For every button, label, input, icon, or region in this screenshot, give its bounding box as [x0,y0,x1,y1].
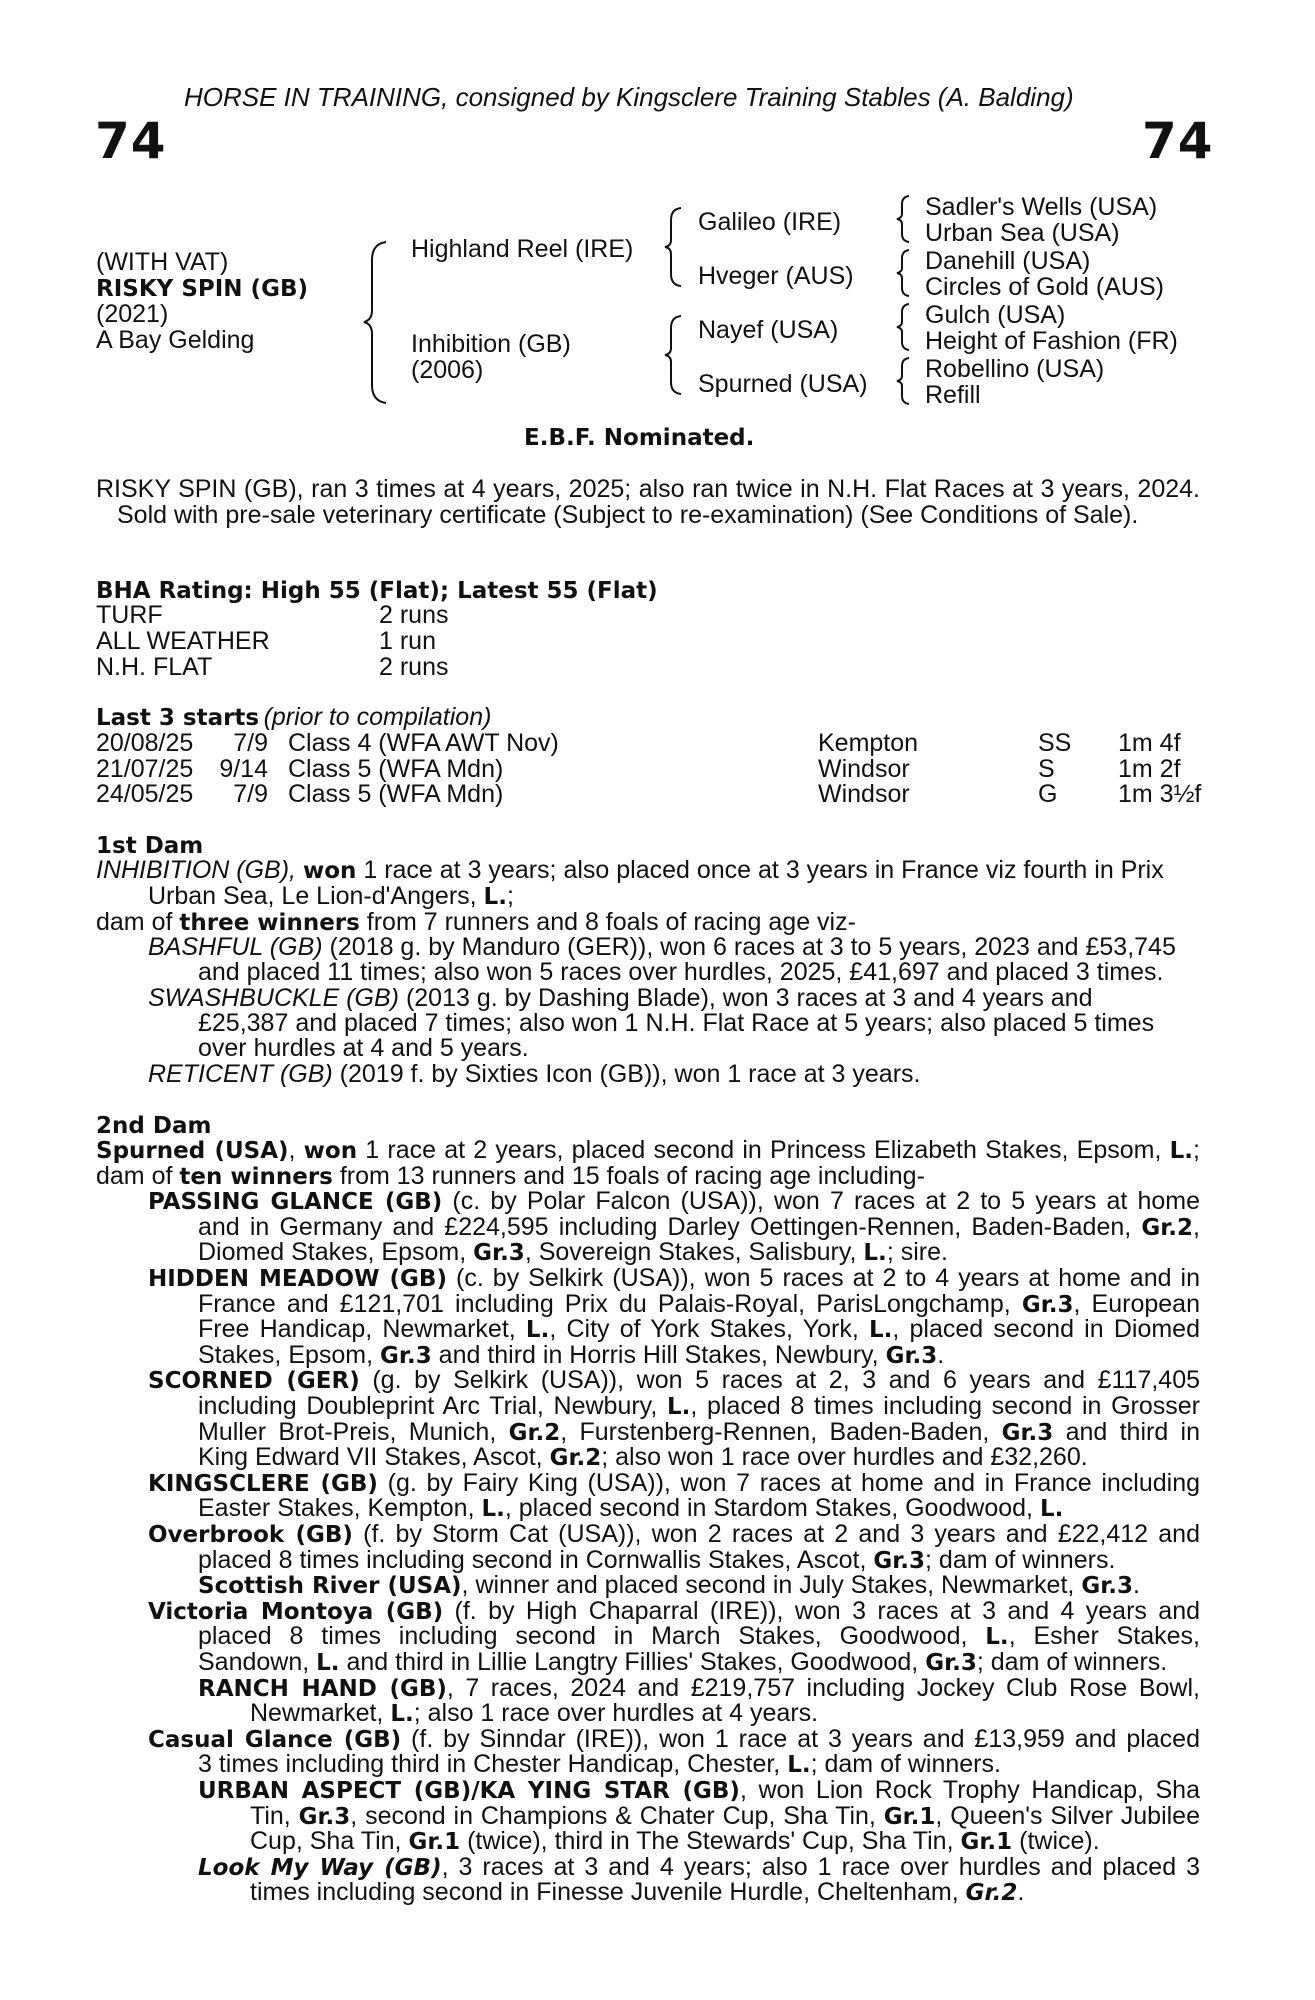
body-text: ; also 1 race over hurdles at 4 years. [413,1699,819,1728]
second-dam-line [148,1266,1200,1292]
body-text: , 3 races at 3 and 4 years; also 1 race over hurdles and placed 3 [441,1854,1200,1881]
last-starts-title: Last 3 starts [96,705,260,731]
emphasis-text: Gr.2 [1141,1214,1194,1241]
pedigree-g1: Sadler's Wells (USA) [925,193,1158,221]
ebf-nominated: E.B.F. Nominated. [524,425,755,451]
body-text: , European [1073,1291,1200,1318]
pedigree-brace-main [364,240,394,405]
last-starts-note: (prior to compilation) [263,703,492,731]
second-dam-line [96,1161,925,1191]
emphasis-text: L. [481,1496,505,1523]
progeny-text: £25,387 and placed 7 times; also won 1 N.H. Flat Race at 5 years; also placed 5 times [198,1009,1155,1037]
body-text: France and £121,701 including Prix du Palais-Royal, ParisLongchamp, [198,1291,1022,1318]
second-dam-line [198,1340,945,1370]
dam-name: INHIBITION (GB), [96,856,296,884]
horse-description: A Bay Gelding [96,326,255,354]
vat-label: (WITH VAT) [96,248,229,276]
emphasis-text: L. [863,1240,887,1267]
pedigree-g5: Gulch (USA) [925,301,1066,329]
body-text: ; [1193,1138,1200,1164]
emphasis-text: Gr.1 [408,1829,461,1856]
rating-surface: ALL WEATHER [96,627,270,655]
start-race: Class 4 (WFA AWT Nov) [288,729,559,757]
body-text: dam of [96,1161,180,1190]
pedigree-g7: Robellino (USA) [925,355,1105,383]
second-dam-line [198,1573,1140,1600]
lot-number-right: 74 [1142,112,1214,170]
second-dam-heading: 2nd Dam [96,1113,212,1139]
pedigree-g4: Circles of Gold (AUS) [925,273,1164,301]
second-dam-line [198,1752,1001,1779]
emphasis-text: Gr.3 [473,1240,525,1267]
horse-name: RISKY SPIN (GB) [96,276,308,302]
second-dam-line [148,1522,1200,1548]
emphasis-text: Casual Glance (GB) [148,1726,402,1753]
emphasis-text: Gr.2 [965,1880,1018,1907]
start-date: 21/07/25 [96,754,194,783]
second-dam-line [198,1676,1200,1702]
body-text: , placed 8 times including second in Grosser [690,1394,1200,1420]
second-dam-line [198,1292,1200,1318]
body-text: (f. by High Chaparral (IRE)), won 3 races at 3 and 4 years and [443,1598,1200,1625]
emphasis-text: L. [390,1701,414,1728]
second-dam-line [96,1138,1200,1164]
progeny-text: (2013 g. by Dashing Blade), won 3 races at 3 and 4 years and [405,984,1093,1012]
listed-label: L. [483,884,507,910]
last-starts-heading [96,705,491,731]
second-dam-line [198,1624,1200,1650]
pedigree-brace-g1 [896,194,912,244]
body-text: times including second in Finesse Juvenile Hurdle, Cheltenham, [250,1878,966,1907]
body-text: (g. by Fairy King (USA)), won 7 races at home and in France including [377,1470,1200,1497]
body-text: , [1193,1214,1200,1241]
body-text: and third in [1053,1419,1200,1446]
emphasis-text: L. [787,1752,811,1779]
emphasis-text: Look My Way (GB) [198,1854,442,1881]
body-text: , City of York Stakes, York, [549,1317,869,1344]
emphasis-text: ten winners [179,1163,333,1190]
pedigree-brace-dam [665,314,685,396]
body-text: . [1133,1571,1140,1600]
start-course: Windsor [818,780,910,808]
pedigree-brace-g4 [896,356,912,406]
emphasis-text: SCORNED (GER) [148,1368,360,1395]
progeny-name: BASHFUL (GB) [148,933,323,961]
body-text: , Queen's Silver Jubilee [935,1803,1200,1830]
body-text: , [288,1138,304,1164]
foaling-year: (2021) [96,300,169,328]
emphasis-text: Victoria Montoya (GB) [148,1598,444,1625]
progeny-name: SWASHBUCKLE (GB) [148,984,399,1012]
second-dam-line [250,1804,1200,1830]
emphasis-text: URBAN ASPECT (GB)/KA YING STAR (GB) [198,1778,740,1804]
rating-runs: 2 runs [379,653,449,681]
emphasis-text: Gr.3 [380,1342,432,1369]
body-text: (twice), third in The Stewards' Cup, Sha Tin, [460,1827,961,1856]
start-date: 24/05/25 [96,780,194,808]
body-text: Newmarket, [250,1699,391,1728]
dam-text: Urban Sea, Le Lion-d'Angers, [148,882,477,910]
progeny-swashbuckle-2 [198,1011,1154,1037]
second-dam-line [148,1471,1200,1497]
body-text: Muller Brot-Preis, Munich, [198,1419,509,1446]
progeny-name: RETICENT (GB) [148,1060,333,1088]
second-dam-line [250,1880,1024,1907]
summary-text: RISKY SPIN (GB), ran 3 times at 4 years, 2025; also ran twice in N.H. Flat Races at 3 years, 2024. Sold with pre-sale veterinary certificate (Subject to re-examination) (See Conditions of Sale). [96,475,1200,529]
emphasis-text: Gr.1 [883,1803,936,1830]
start-course: Kempton [818,729,919,757]
second-dam-line [198,1394,1200,1420]
pedigree-sire-dam: Hveger (AUS) [698,262,854,290]
body-text: Diomed Stakes, Epsom, [198,1238,474,1267]
body-text: (twice). [1012,1827,1100,1856]
start-race: Class 5 (WFA Mdn) [288,754,504,783]
emphasis-text: L. [1039,1496,1064,1523]
pedigree-brace-g2 [896,248,912,298]
body-text: (c. by Polar Falcon (USA)), won 7 races at 2 to 5 years at home [442,1189,1200,1216]
emphasis-text: Gr.3 [873,1547,926,1574]
body-text: , winner and placed second in July Stakes, Newmarket, [461,1571,1082,1600]
body-text: (g. by Selkirk (USA)), won 5 races at 2, 3 and 6 years and £117,405 [359,1368,1200,1395]
pedigree-brace-g3 [896,302,912,352]
second-dam-line [148,1189,1200,1215]
emphasis-text: Gr.3 [925,1650,977,1676]
emphasis-text: L. [666,1394,691,1420]
page-header: HORSE IN TRAINING, consigned by Kingsclere Training Stables (A. Balding) [184,82,1074,112]
body-text: , 7 races, 2024 and £219,757 including Jockey Club Rose Bowl, [446,1675,1200,1702]
start-pos: 7/9 [233,729,268,757]
winners-label: three winners [179,910,360,936]
pedigree-dam: Inhibition (GB) [411,330,571,358]
body-text: placed 8 times including second in March Stakes, Goodwood, [198,1624,986,1651]
emphasis-text: L. [1169,1138,1194,1164]
body-text: Easter Stakes, Kempton, [198,1494,482,1523]
body-text: . [937,1340,945,1369]
dam-text: 1 race at 3 years; also placed once at 3 years in France viz fourth in Prix [363,856,1164,884]
second-dam-line [250,1829,1100,1856]
body-text: Sandown, [198,1648,317,1676]
pedigree-g3: Danehill (USA) [925,247,1091,275]
start-dist: 1m 3½f [1118,780,1202,808]
emphasis-text: won [303,1138,358,1164]
body-text: from 13 runners and 15 foals of racing age including- [332,1161,925,1190]
emphasis-text: L. [985,1624,1009,1651]
emphasis-text: Gr.1 [960,1829,1013,1856]
pedigree-dam-sire: Nayef (USA) [698,316,839,344]
progeny-text: and placed 11 times; also won 5 races over hurdles, 2025, £41,697 and placed 3 times. [198,958,1164,986]
second-dam-line [198,1420,1200,1446]
start-date: 20/08/25 [96,729,194,757]
body-text: Stakes, Epsom, [198,1340,381,1369]
pedigree-dam-dam: Spurned (USA) [698,370,868,398]
rating-runs: 1 run [379,627,436,655]
bha-rating-heading: BHA Rating: High 55 (Flat); Latest 55 (Flat) [96,578,658,604]
dam-text: from 7 runners and 8 foals of racing age viz- [366,908,856,936]
pedigree-sire: Highland Reel (IRE) [411,235,634,263]
body-text: ; dam of winners. [976,1648,1168,1676]
start-going: G [1038,780,1058,808]
body-text: , won Lion Rock Trophy Handicap, Sha [739,1778,1200,1804]
start-going: SS [1038,729,1072,757]
second-dam-line [198,1855,1200,1881]
body-text: and in Germany and £224,595 including Darley Oettingen-Rennen, Baden-Baden, [198,1214,1142,1241]
start-race: Class 5 (WFA Mdn) [288,780,504,808]
second-dam-line [198,1545,1116,1575]
second-dam-line [148,1368,1200,1394]
emphasis-text: Gr.3 [885,1342,938,1369]
progeny-swashbuckle [148,986,1200,1012]
body-text: , second in Champions & Chater Cup, Sha Tin, [350,1803,884,1830]
emphasis-text: RANCH HAND (GB) [198,1675,447,1702]
second-dam-line [198,1778,1200,1804]
progeny-text: (2018 g. by Manduro (GER)), won 6 races at 3 to 5 years, 2023 and £53,745 [329,933,1176,961]
first-dam-line2 [148,884,514,911]
progeny-swashbuckle-3 [198,1036,529,1062]
start-going: S [1038,754,1055,783]
emphasis-text: PASSING GLANCE (GB) [148,1189,443,1216]
emphasis-text: Gr.2 [549,1445,602,1472]
pedigree-sire-sire: Galileo (IRE) [698,208,842,236]
emphasis-text: Overbrook (GB) [148,1522,353,1548]
body-text: , Sovereign Stakes, Salisbury, [524,1238,864,1267]
body-text: Free Handicap, Newmarket, [198,1317,526,1344]
body-text: (f. by Sinndar (IRE)), won 1 race at 3 years and £13,959 and placed [401,1726,1200,1753]
progeny-text: (2019 f. by Sixties Icon (GB)), won 1 race at 3 years. [339,1060,921,1088]
emphasis-text: Gr.3 [1021,1291,1074,1318]
start-dist: 1m 4f [1118,729,1181,757]
body-text: ; also won 1 race over hurdles and £32,260. [601,1443,1088,1472]
body-text: 3 times including third in Chester Handicap, Chester, [198,1750,788,1779]
pedigree-dam-year: (2006) [411,356,484,384]
progeny-reticent [148,1062,920,1088]
body-text: including Doubleprint Arc Trial, Newbury, [198,1394,667,1420]
emphasis-text: L. [525,1317,550,1344]
body-text: 1 race at 2 years, placed second in Princess Elizabeth Stakes, Epsom, [357,1138,1170,1164]
emphasis-text: Scottish River (USA) [198,1573,462,1600]
body-text: . [1017,1878,1025,1907]
emphasis-text: Spurned (USA) [96,1138,289,1164]
emphasis-text: HIDDEN MEADOW (GB) [148,1266,447,1292]
body-text: and third in Lillie Langtry Fillies' Stakes, Goodwood, [339,1648,926,1676]
first-dam-heading: 1st Dam [96,833,204,859]
body-text: Tin, [250,1803,299,1830]
emphasis-text: Gr.3 [1081,1573,1133,1600]
second-dam-line [250,1701,818,1728]
body-text: King Edward VII Stakes, Ascot, [198,1443,550,1472]
body-text: (c. by Selkirk (USA)), won 5 races at 2 to 4 years at home and in [446,1266,1200,1292]
body-text: , Furstenberg-Rennen, Baden-Baden, [560,1419,1002,1446]
pedigree-g8: Refill [925,381,981,409]
start-course: Windsor [818,754,910,783]
first-dam-line1 [96,858,1200,885]
emphasis-text: L. [316,1650,340,1676]
rating-surface: TURF [96,601,163,629]
won-label: won [302,858,357,884]
second-dam-line [198,1445,1088,1472]
racing-summary [96,477,1200,528]
body-text: , placed second in Diomed [892,1317,1200,1344]
progeny-bashful-2 [198,960,1163,986]
pedigree-g6: Height of Fashion (FR) [925,327,1178,355]
start-pos: 9/14 [219,754,268,783]
second-dam-line [148,1727,1200,1753]
body-text: , placed second in Stardom Stakes, Goodwood, [504,1494,1040,1523]
dam-text: dam of [96,908,173,936]
emphasis-text: KINGSCLERE (GB) [148,1470,378,1497]
emphasis-text: L. [868,1317,893,1344]
second-dam-line [198,1650,1167,1677]
lot-number-left: 74 [95,112,167,170]
second-dam-line [198,1240,948,1267]
emphasis-text: Gr.2 [508,1419,561,1446]
rating-runs: 2 runs [379,601,449,629]
body-text: placed 8 times including second in Cornwallis Stakes, Ascot, [198,1545,874,1574]
pedigree-brace-sire [665,206,685,288]
second-dam-line [148,1599,1200,1625]
body-text: ; sire. [886,1238,948,1267]
progeny-text: over hurdles at 4 and 5 years. [198,1034,529,1062]
second-dam-line [198,1215,1200,1241]
start-pos: 7/9 [233,780,268,808]
pedigree-g2: Urban Sea (USA) [925,219,1120,247]
dam-text: ; [506,882,514,910]
body-text: Cup, Sha Tin, [250,1827,409,1856]
second-dam-line [198,1496,1063,1523]
body-text: (f. by Storm Cat (USA)), won 2 races at 2 and 3 years and £22,412 and [352,1522,1200,1548]
emphasis-text: Gr.3 [298,1803,351,1830]
emphasis-text: Gr.3 [1001,1419,1054,1446]
body-text: and third in Horris Hill Stakes, Newbury, [431,1340,886,1369]
start-dist: 1m 2f [1118,754,1181,783]
rating-surface: N.H. FLAT [96,653,213,681]
second-dam-line [198,1317,1200,1343]
body-text: ; dam of winners. [810,1750,1001,1779]
body-text: ; dam of winners. [925,1545,1116,1574]
body-text: , Esher Stakes, [1008,1624,1200,1651]
progeny-bashful [148,935,1176,961]
